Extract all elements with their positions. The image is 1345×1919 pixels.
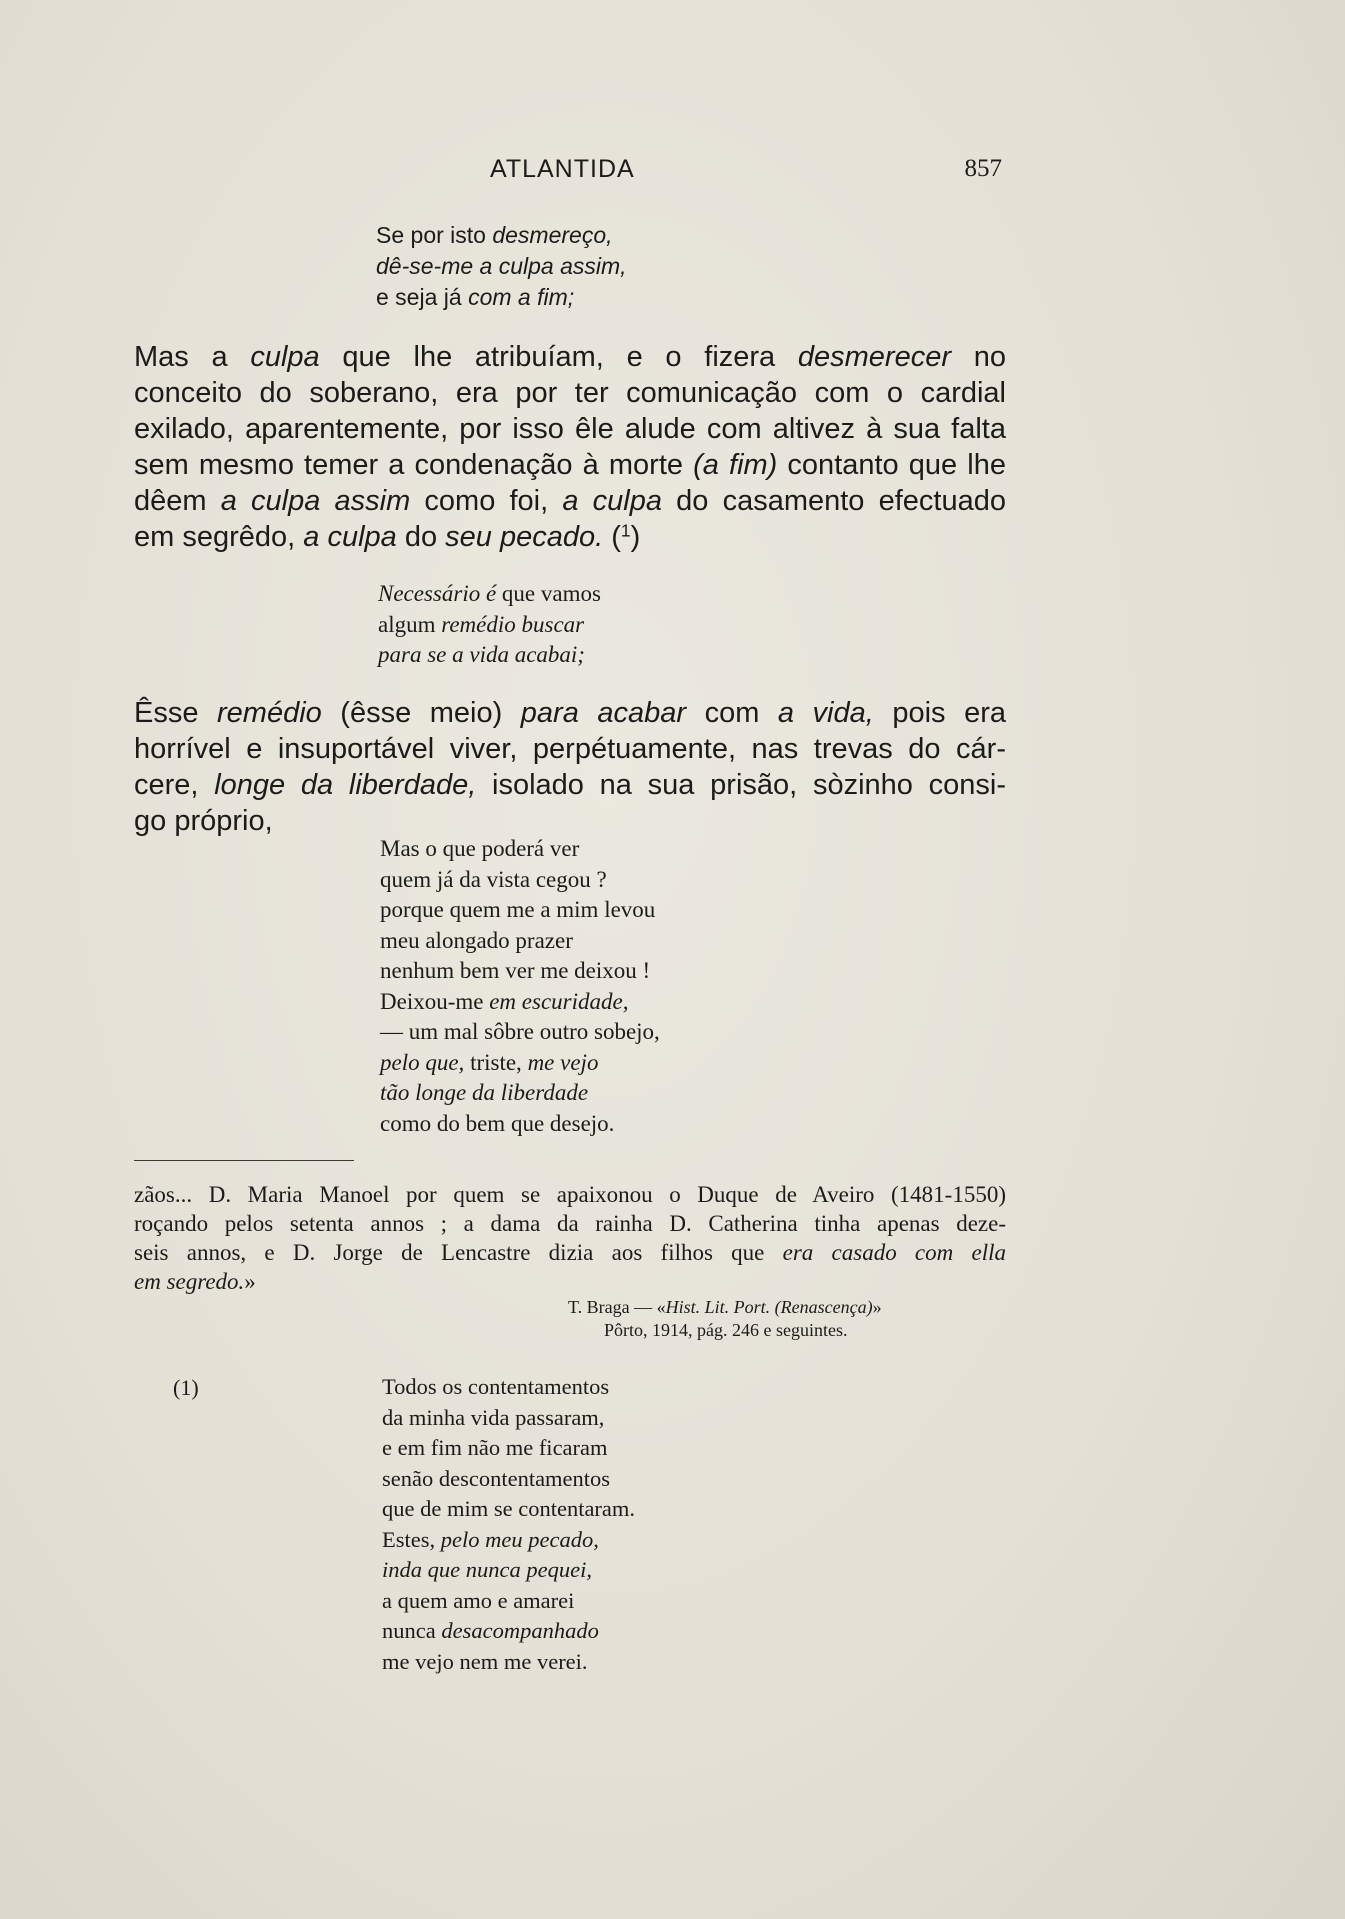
text-line: horrível e insuportável viver, perpétuamente, nas trevas do cár- <box>134 733 1006 765</box>
verse-line: Todos os contentamentos <box>382 1374 610 1399</box>
text-line: go próprio, <box>134 805 273 837</box>
verse-line: Estes, pelo meu pecado, <box>382 1526 599 1552</box>
text-line: exilado, aparentemente, por isso êle alude com altivez à sua falta <box>134 413 1006 445</box>
verse-line: para se a vida acabai; <box>378 642 585 667</box>
paragraph-2 <box>134 695 1006 839</box>
text-line: Êsse remédio (êsse meio) para acabar com a vida, pois era <box>134 697 1006 729</box>
footnote-ref: 1 <box>620 520 631 541</box>
text-line: em segredo.» <box>134 1269 256 1294</box>
verse-line: dê-se-me a culpa assim, <box>376 253 627 279</box>
footnote-divider <box>134 1160 354 1161</box>
verse-line: Mas o que poderá ver <box>380 836 580 861</box>
verse-line: a quem amo e amarei <box>382 1587 575 1613</box>
text-line: dêem a culpa assim como foi, a culpa do casamento efectuado <box>134 485 1006 517</box>
verse-line: senão descontentamentos <box>382 1465 611 1491</box>
verse-line: meu alongado prazer <box>380 927 573 953</box>
verse-line: Se por isto desmereço, <box>376 222 613 248</box>
text-line: conceito do soberano, era por ter comunicação com o cardial <box>134 377 1006 409</box>
text-line: cere, longe da liberdade, isolado na sua prisão, sòzinho consi- <box>134 769 1007 801</box>
verse-line: tão longe da liberdade <box>380 1080 589 1105</box>
verse-line: algum remédio buscar <box>378 611 585 637</box>
journal-title: ATLANTIDA <box>490 155 635 183</box>
verse-line: e seja já com a fim; <box>376 284 575 310</box>
text-line: em segrêdo, a culpa do seu pecado. ($^1$) <box>134 520 641 553</box>
verse-line: que de mim se contentaram. <box>382 1496 636 1521</box>
verse-quote-3 <box>380 834 660 1139</box>
verse-line: Necessário é que vamos <box>378 581 601 606</box>
verse-line: como do bem que desejo. <box>380 1110 615 1136</box>
text-line: roçando pelos setenta annos ; a dama da rainha D. Catherina tinha apenas deze- <box>134 1211 1006 1236</box>
text-line: zãos... D. Maria Manoel por quem se apaixonou o Duque de Aveiro (1481-1550) <box>134 1182 1006 1207</box>
verse-line: e em fim não me ficaram <box>382 1435 608 1460</box>
footnote-continuation <box>134 1180 1006 1296</box>
verse-line: nunca desacompanhado <box>382 1618 599 1643</box>
text-line: sem mesmo temer a condenação à morte (a fim) contanto que lhe <box>134 449 1006 481</box>
footnote-verse <box>382 1372 635 1677</box>
footnote-marker: (1) <box>173 1375 199 1400</box>
running-header <box>490 155 1002 191</box>
text-line: seis annos, e D. Jorge de Lencastre dizia aos filhos que era casado com ella <box>134 1240 1006 1265</box>
verse-line: nenhum bem ver me deixou ! <box>380 958 651 983</box>
citation-line-2: Pôrto, 1914, pág. 246 e seguintes. <box>604 1320 848 1340</box>
verse-line: pelo que, triste, me vejo <box>380 1049 599 1075</box>
paragraph-1 <box>134 339 1006 555</box>
verse-line: Deixou-me em escuridade, <box>380 988 629 1014</box>
citation-line-1: T. Braga — «Hist. Lit. Port. (Renascença)» <box>568 1297 882 1317</box>
verse-quote-1 <box>376 220 627 313</box>
verse-quote-2 <box>378 579 601 671</box>
verse-line: — um mal sôbre outro sobejo, <box>380 1019 660 1044</box>
verse-line: porque quem me a mim levou <box>380 897 656 922</box>
page-number: 857 <box>964 155 1002 182</box>
text-line: Mas a culpa que lhe atribuíam, e o fizera desmerecer no <box>134 341 1006 373</box>
verse-line: inda que nunca pequei, <box>382 1557 592 1582</box>
verse-line: da minha vida passaram, <box>382 1404 605 1430</box>
verse-line: me vejo nem me verei. <box>382 1648 588 1674</box>
verse-line: quem já da vista cegou ? <box>380 866 607 892</box>
